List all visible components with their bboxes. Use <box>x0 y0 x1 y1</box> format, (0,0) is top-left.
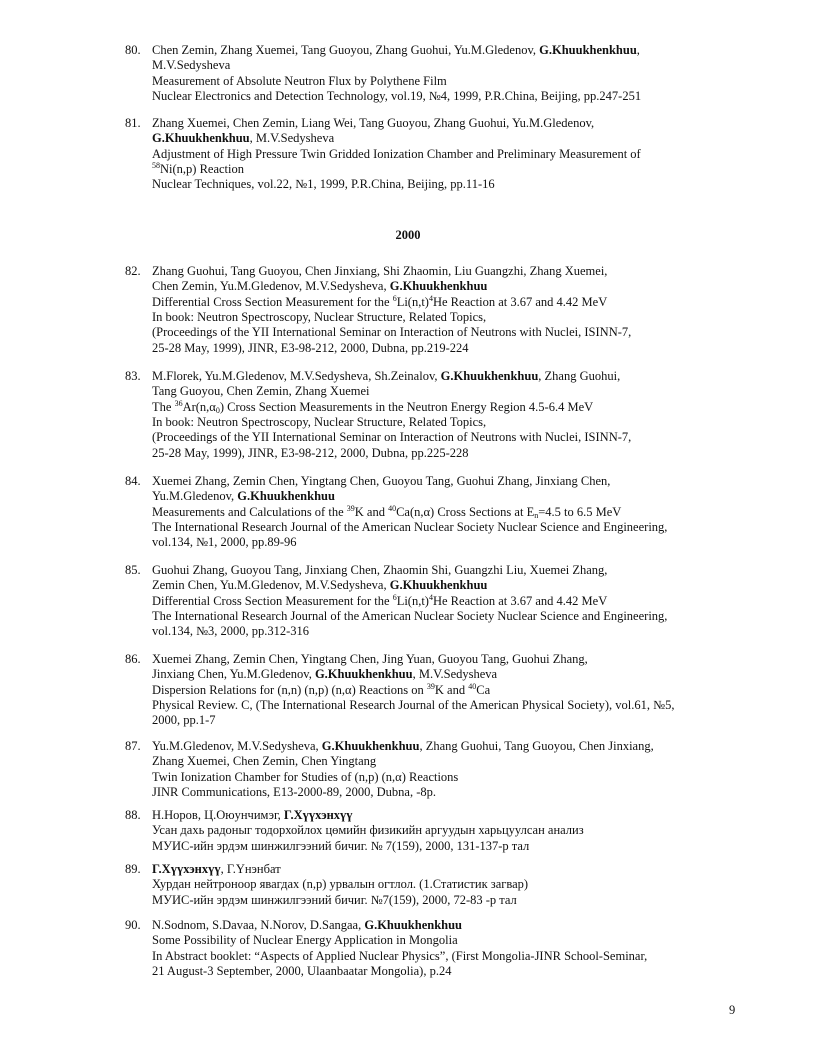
entry-line <box>152 683 490 698</box>
entry-line <box>152 770 458 785</box>
page-number: 9 <box>729 1003 736 1017</box>
entry-line <box>152 862 281 877</box>
entry-number: 81. <box>125 116 141 130</box>
text-run: Ni(n,p) Reaction <box>160 161 245 176</box>
entry-line <box>152 667 497 682</box>
entry-number: 88. <box>125 808 141 822</box>
subscript: n <box>534 510 539 520</box>
entry-line <box>152 310 486 325</box>
text-run: Measurements and Calculations of the <box>152 504 347 519</box>
subscript: 0 <box>215 405 220 415</box>
year-heading: 2000 <box>395 228 421 242</box>
entry-line <box>152 177 495 192</box>
text-run: Ca <box>476 682 491 697</box>
text-run: , Г.Үнэнбат <box>220 862 281 876</box>
entry-number: 87. <box>125 739 141 753</box>
text-run: He Reaction at 3.67 and 4.42 MeV <box>432 593 608 608</box>
text-run: Zhang Xuemei, Chen Zemin, Liang Wei, Tang Guoyou, Zhang Guohui, Yu.M.Gledenov, <box>152 116 595 130</box>
entry-line <box>152 89 641 104</box>
entry-number: 85. <box>125 563 141 577</box>
entry-line <box>152 839 529 854</box>
entry-line <box>152 43 640 58</box>
text-run: M.V.Sedysheva <box>152 58 231 73</box>
author-highlight: G.Khuukhenkhuu <box>314 667 413 682</box>
text-run: , Zhang Guohui, Tang Guoyou, Chen Jinxiang, <box>419 739 654 753</box>
entry-line <box>152 698 674 713</box>
entry-line <box>152 505 621 520</box>
entry-line <box>152 446 469 461</box>
text-run: The <box>152 399 175 414</box>
entry-line <box>152 279 487 294</box>
entry-line <box>152 933 458 948</box>
text-run: МУИС-ийн эрдэм шинжилгээний бичиг. №7(159), 2000, 72-83 -р тал <box>152 892 517 907</box>
text-run: Dispersion Relations for (n,n) (n,p) (n,α) Reactions on <box>152 682 427 697</box>
text-run: K and <box>354 504 389 519</box>
text-run: , M.V.Sedysheva <box>249 131 335 146</box>
author-highlight: Г.Хүүхэнхүү <box>152 862 221 876</box>
entry-line <box>152 754 376 769</box>
text-run: M.Florek, Yu.M.Gledenov, M.V.Sedysheva, Sh.Zeinalov, <box>152 369 441 383</box>
text-run: Zhang Xuemei, Chen Zemin, Chen Yingtang <box>152 754 377 769</box>
text-run: Zhang Guohui, Tang Guoyou, Chen Jinxiang, Shi Zhaomin, Liu Guangzhi, Zhang Xuemei, <box>152 264 608 278</box>
entry-line <box>152 877 528 892</box>
text-run: , <box>636 43 640 57</box>
entry-line <box>152 785 436 800</box>
entry-line <box>152 652 588 667</box>
author-highlight: G.Khuukhenkhuu <box>321 739 420 753</box>
entry-line <box>152 162 244 177</box>
text-run: 25-28 May, 1999), JINR, E3-98-212, 2000, Dubna, pp.219-224 <box>152 340 469 355</box>
text-run: , Zhang Guohui, <box>538 369 621 383</box>
entry-number: 86. <box>125 652 141 666</box>
entry-line <box>152 415 486 430</box>
text-run: Н.Норов, Ц.Оюунчимэг, <box>152 808 284 822</box>
text-run: N.Sodnom, S.Davaa, N.Norov, D.Sangaa, <box>152 918 365 932</box>
text-run: =4.5 to 6.5 MeV <box>538 504 622 519</box>
entry-line <box>152 739 654 754</box>
text-run: , M.V.Sedysheva <box>412 667 498 682</box>
text-run: The International Research Journal of the American Nuclear Society Nuclear Science and Engineering, <box>152 519 668 534</box>
text-run: Li(n,t) <box>396 294 429 309</box>
author-highlight: G.Khuukhenkhuu <box>440 369 539 383</box>
entry-number: 80. <box>125 43 141 57</box>
entry-line <box>152 116 594 131</box>
text-run: МУИС-ийн эрдэм шинжилгээний бичиг. № 7(159), 2000, 131-137-р тал <box>152 838 530 853</box>
text-run: Nuclear Techniques, vol.22, №1, 1999, P.R.China, Beijing, pp.11-16 <box>152 177 495 192</box>
text-run: Li(n,t) <box>396 593 429 608</box>
text-run: (Proceedings of the YII International Seminar on Interaction of Neutrons with Nuclei, ISINN-7, <box>152 325 632 340</box>
text-run: Tang Guoyou, Chen Zemin, Zhang Xuemei <box>152 384 370 399</box>
text-run: Хурдан нейтроноор явагдах (n,p) урвалын огтлол. (1.Статистик загвар) <box>152 877 529 892</box>
entry-line <box>152 341 469 356</box>
text-run: Yu.M.Gledenov, M.V.Sedysheva, <box>152 739 322 753</box>
text-run: Chen Zemin, Yu.M.Gledenov, M.V.Sedysheva, <box>152 279 390 294</box>
entry-line <box>152 808 353 823</box>
entry-line <box>152 489 335 504</box>
text-run: Xuemei Zhang, Zemin Chen, Yingtang Chen, Guoyou Tang, Guohui Zhang, Jinxiang Chen, <box>152 474 611 488</box>
entry-number: 90. <box>125 918 141 932</box>
text-run: Xuemei Zhang, Zemin Chen, Yingtang Chen, Jing Yuan, Guoyou Tang, Guohui Zhang, <box>152 652 588 666</box>
text-run: Differential Cross Section Measurement for the <box>152 593 393 608</box>
entry-line <box>152 325 631 340</box>
text-run: (Proceedings of the YII International Seminar on Interaction of Neutrons with Nuclei, ISINN-7, <box>152 430 632 445</box>
text-run: 2000, pp.1-7 <box>152 713 216 728</box>
superscript: 6 <box>392 293 397 303</box>
text-run: Physical Review. C, (The International Research Journal of the American Physical Society), vol.61, №5, <box>152 697 675 712</box>
text-run: Jinxiang Chen, Yu.M.Gledenov, <box>152 667 315 682</box>
entry-line <box>152 58 230 73</box>
entry-line <box>152 295 607 310</box>
text-run: Zemin Chen, Yu.M.Gledenov, M.V.Sedysheva, <box>152 578 390 593</box>
entry-line <box>152 147 641 162</box>
entry-line <box>152 893 517 908</box>
text-run: He Reaction at 3.67 and 4.42 MeV <box>432 294 608 309</box>
entry-line <box>152 369 620 384</box>
text-run: In book: Neutron Spectroscopy, Nuclear Structure, Related Topics, <box>152 414 487 429</box>
text-run: Chen Zemin, Zhang Xuemei, Tang Guoyou, Zhang Guohui, Yu.M.Gledenov, <box>152 43 540 57</box>
entry-line <box>152 578 487 593</box>
text-run: Twin Ionization Chamber for Studies of (n,p) (n,α) Reactions <box>152 769 459 784</box>
text-run: In book: Neutron Spectroscopy, Nuclear Structure, Related Topics, <box>152 309 487 324</box>
entry-line <box>152 713 216 728</box>
author-highlight: G.Khuukhenkhuu <box>364 918 462 932</box>
text-run: Some Possibility of Nuclear Energy Application in Mongolia <box>152 933 458 948</box>
entry-line <box>152 823 584 838</box>
text-run: Yu.M.Gledenov, <box>152 489 238 504</box>
entry-line <box>152 964 451 979</box>
entry-line <box>152 131 334 146</box>
entry-line <box>152 624 309 639</box>
text-run: The International Research Journal of the American Nuclear Society Nuclear Science and Engineering, <box>152 608 668 623</box>
entry-line <box>152 400 593 415</box>
text-run: Measurement of Absolute Neutron Flux by Polythene Film <box>152 73 447 88</box>
entry-line <box>152 520 667 535</box>
entry-line <box>152 949 647 964</box>
text-run: Ca(n,α) Cross Sections at E <box>396 504 535 519</box>
text-run: Nuclear Electronics and Detection Technology, vol.19, №4, 1999, P.R.China, Beijing, pp.247-251 <box>152 88 642 103</box>
text-run: Differential Cross Section Measurement for the <box>152 294 393 309</box>
superscript: 36 <box>174 398 183 408</box>
entry-line <box>152 594 607 609</box>
entry-line <box>152 535 297 550</box>
text-run: In Abstract booklet: “Aspects of Applied Nuclear Physics”, (First Mongolia-JINR School-Seminar, <box>152 948 648 963</box>
entry-line <box>152 563 607 578</box>
entry-line <box>152 474 610 489</box>
text-run: K and <box>434 682 469 697</box>
author-highlight: G.Khuukhenkhuu <box>539 43 637 57</box>
superscript: 4 <box>428 592 433 602</box>
text-run: Guohui Zhang, Guoyou Tang, Jinxiang Chen, Zhaomin Shi, Guangzhi Liu, Xuemei Zhang, <box>152 563 608 577</box>
superscript: 39 <box>346 503 355 513</box>
entry-number: 84. <box>125 474 141 488</box>
entry-line <box>152 609 667 624</box>
entry-number: 82. <box>125 264 141 278</box>
text-run: vol.134, №1, 2000, pp.89-96 <box>152 535 297 550</box>
superscript: 40 <box>388 503 397 513</box>
author-highlight: Г.Хүүхэнхүү <box>283 808 353 822</box>
text-run: Adjustment of High Pressure Twin Gridded Ionization Chamber and Preliminary Measurement of <box>152 146 641 161</box>
superscript: 4 <box>428 293 433 303</box>
author-highlight: G.Khuukhenkhuu <box>237 489 335 504</box>
entry-line <box>152 384 369 399</box>
text-run: vol.134, №3, 2000, pp.312-316 <box>152 624 310 639</box>
author-highlight: G.Khuukhenkhuu <box>389 279 488 294</box>
text-run: Усан дахь радоныг тодорхойлох цөмийн физикийн аргуудын харьцуулсан анализ <box>152 823 584 838</box>
entry-line <box>152 430 631 445</box>
text-run: Ar(n,α <box>182 399 216 414</box>
entry-line <box>152 918 462 933</box>
author-highlight: G.Khuukhenkhuu <box>152 131 250 146</box>
text-run: JINR Communications, E13-2000-89, 2000, Dubna, -8p. <box>152 784 437 799</box>
entry-number: 83. <box>125 369 141 383</box>
superscript: 58 <box>152 160 160 170</box>
entry-line <box>152 74 447 89</box>
entry-line <box>152 264 607 279</box>
author-highlight: G.Khuukhenkhuu <box>389 578 488 593</box>
superscript: 6 <box>392 592 397 602</box>
text-run: 25-28 May, 1999), JINR, E3-98-212, 2000, Dubna, pp.225-228 <box>152 445 469 460</box>
superscript: 39 <box>426 681 435 691</box>
text-run: ) Cross Section Measurements in the Neutron Energy Region 4.5-6.4 MeV <box>219 399 594 414</box>
text-run: 21 August-3 September, 2000, Ulaanbaatar Mongolia), p.24 <box>152 963 452 978</box>
entry-number: 89. <box>125 862 141 876</box>
superscript: 40 <box>468 681 477 691</box>
